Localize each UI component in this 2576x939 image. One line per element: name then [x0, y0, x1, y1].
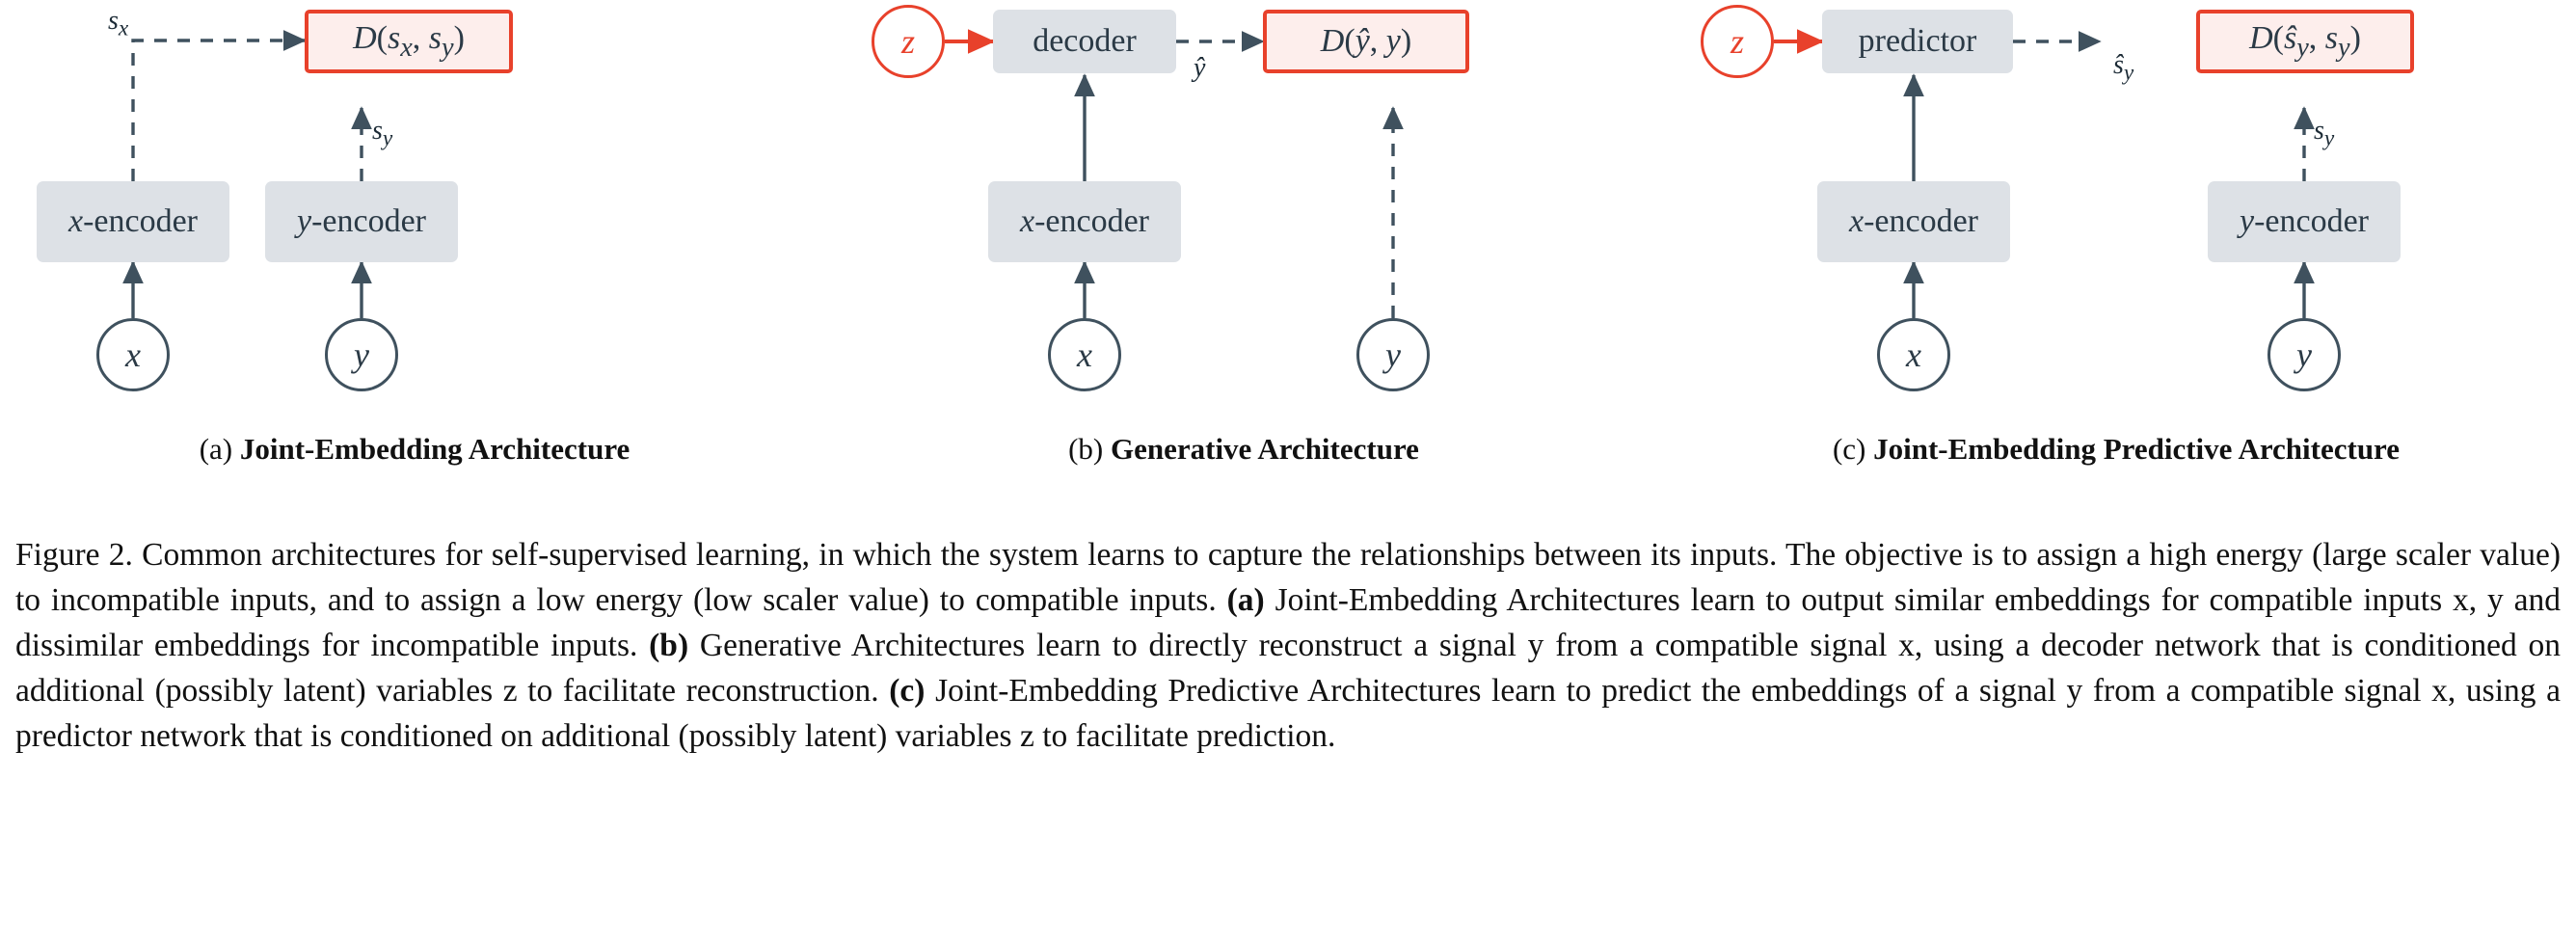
node-x-encoder-label: x-encoder: [1848, 203, 1978, 239]
figure-caption-part-b: Generative Architectures learn to directly reconstruct a signal y from a compatible signal x, using a decoder network that is conditioned on additional (possibly latent) variables z to facilitate reconstruction.: [15, 628, 2561, 709]
panel-a-caption: [19, 432, 810, 467]
node-energy-function-label: $D(ŝ_y$, $s_y$): [2249, 19, 2361, 63]
figure-caption-part-a: Joint-Embedding Architectures learn to output similar embeddings for compatible inputs x, y and dissimilar embeddings for incompatible inputs.: [15, 582, 2562, 663]
node-input-x-label: x: [125, 335, 141, 374]
panel-c-caption: [1677, 432, 2555, 467]
node-y-encoder: [2208, 181, 2401, 262]
panel-b-tag: (b): [1068, 432, 1104, 466]
edge-label-sy-hat: $ŝ_y$: [2113, 50, 2134, 86]
edge-label-sx: $s_x$: [108, 6, 129, 41]
node-energy-function: [1263, 10, 1469, 73]
node-x-encoder-label: x-encoder: [1019, 203, 1149, 239]
node-latent-z-label: z: [900, 22, 915, 61]
panel-b-title: Generative Architecture: [1110, 432, 1419, 466]
node-input-x: [1048, 318, 1121, 391]
node-decoder: [993, 10, 1176, 73]
figure-caption-label: Figure 2.: [15, 537, 133, 573]
panel-a-tag: (a): [199, 432, 233, 466]
node-predictor: [1822, 10, 2013, 73]
node-latent-z-label: z: [1730, 22, 1744, 61]
figure-caption-line1: Common architectures for self-supervised learning, in which the system learns to capture the relationships between its inputs.: [142, 537, 1778, 573]
node-latent-z: [872, 5, 945, 78]
node-input-x: [1877, 318, 1950, 391]
panel-joint-embedding: [19, 0, 810, 501]
node-predictor-label: predictor: [1858, 23, 1977, 59]
node-input-y-label: y: [1385, 335, 1401, 374]
edge-label-y-hat: ŷ: [1194, 53, 1206, 83]
node-x-encoder: [988, 181, 1181, 262]
node-input-y: [325, 318, 398, 391]
panel-a-title: Joint-Embedding Architecture: [239, 432, 631, 466]
figure-caption: [15, 532, 2561, 759]
figure-caption-line2: The objective is to assign a high energy (large scaler value) to incompatible inputs, and to assign a low energy (low scaler value) to compatible inputs.: [15, 537, 2561, 618]
node-y-encoder-label: y-encoder: [2239, 203, 2369, 239]
node-latent-z: [1701, 5, 1774, 78]
panel-c-tag: (c): [1832, 432, 1866, 466]
node-input-y: [1356, 318, 1430, 391]
node-input-y: [2267, 318, 2341, 391]
panel-c-title: Joint-Embedding Predictive Architecture: [1873, 432, 2401, 466]
panel-generative: [848, 0, 1639, 501]
figure-caption-part-b-tag: (b): [649, 628, 689, 663]
node-x-encoder: [1817, 181, 2010, 262]
edge-label-sy: $s_y$: [2314, 116, 2335, 151]
node-energy-function-label: $D(s_x$, $s_y$): [353, 19, 465, 63]
node-input-y-label: y: [354, 335, 369, 374]
edge-label-sy: $s_y$: [372, 116, 393, 151]
figure-caption-part-a-tag: (a): [1226, 582, 1265, 618]
node-energy-function: [2196, 10, 2414, 73]
node-input-x-label: x: [1077, 335, 1092, 374]
node-input-x: [96, 318, 170, 391]
node-energy-function: [305, 10, 513, 73]
figure-caption-part-c: Joint-Embedding Predictive Architectures learn to predict the embeddings of a signal y from a compatible signal x, using a predictor network that is conditioned on additional (possibly latent) variables z to facilitate prediction.: [15, 673, 2561, 754]
node-x-encoder-label: x-encoder: [67, 203, 198, 239]
node-energy-function-label: D(ŷ, y): [1320, 23, 1412, 59]
node-input-y-label: y: [2296, 335, 2312, 374]
panel-b-caption: [848, 432, 1639, 467]
node-decoder-label: decoder: [1033, 23, 1137, 59]
node-input-x-label: x: [1906, 335, 1921, 374]
figure-caption-part-c-tag: (c): [889, 673, 926, 709]
node-y-encoder: [265, 181, 458, 262]
panel-b-arrows: [848, 0, 1639, 501]
node-y-encoder-label: y-encoder: [296, 203, 426, 239]
node-x-encoder: [37, 181, 229, 262]
panel-joint-embedding-predictive: [1677, 0, 2555, 501]
